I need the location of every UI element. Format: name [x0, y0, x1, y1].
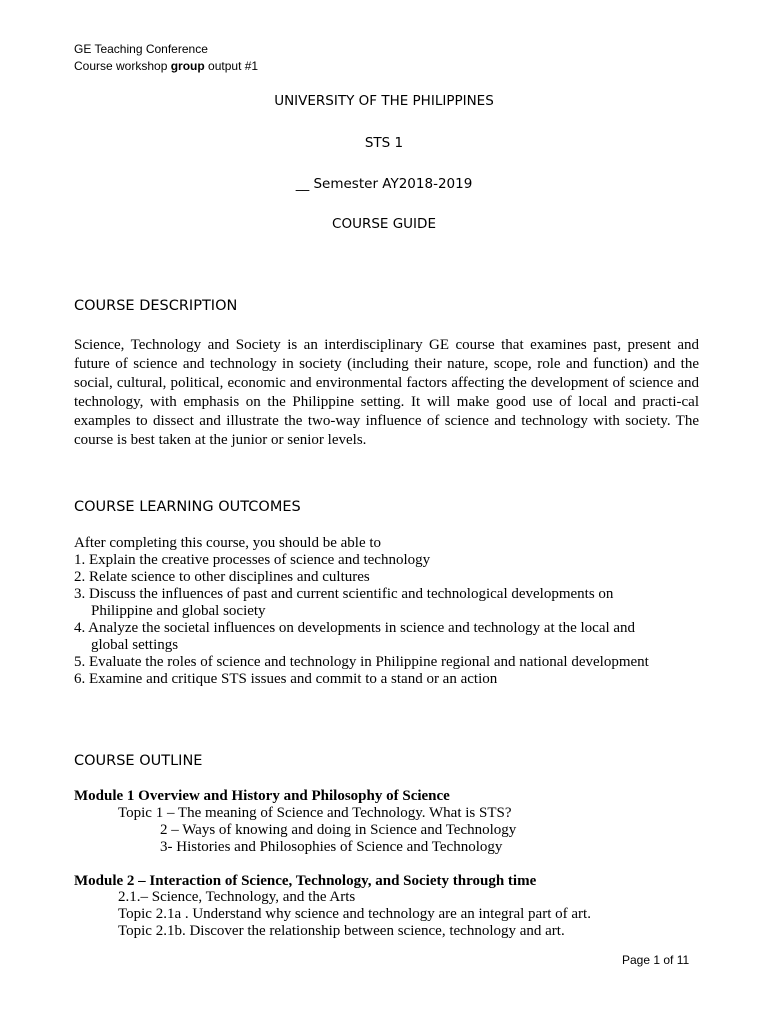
course-description-heading: COURSE DESCRIPTION [74, 298, 238, 314]
course-code: STS 1 [364, 135, 404, 151]
module-1-topic: 2 – Ways of knowing and doing in Science and Technology [160, 822, 517, 838]
university-title: UNIVERSITY OF THE PHILIPPINES [274, 93, 494, 109]
module-1-title: Module 1 Overview and History and Philosophy of Science [74, 788, 450, 804]
header-workshop [74, 59, 258, 74]
outcome-item: 2. Relate science to other disciplines and cultures [74, 569, 370, 585]
header-workshop-post: output #1 [204, 59, 259, 73]
module-2-title: Module 2 – Interaction of Science, Technology, and Society through time [74, 873, 537, 889]
header-conference: GE Teaching Conference [74, 42, 208, 56]
outcome-item: 3. Discuss the influences of past and current scientific and technological developments on [74, 586, 614, 602]
module-1-topic: 3- Histories and Philosophies of Science and Technology [160, 839, 503, 855]
document-type: COURSE GUIDE [332, 216, 436, 232]
module-2-topic: Topic 2.1a . Understand why science and technology are an integral part of art. [118, 906, 591, 922]
module-1-topic: Topic 1 – The meaning of Science and Technology. What is STS? [118, 805, 512, 821]
course-description-body: Science, Technology and Society is an interdisciplinary GE course that examines past, present and future of science and technology in society (including their nature, scope, role and function) and the social, cultural, political, economic and environmental factors affecting the development of science and technology, with emphasis on the Philippine setting. It will make good use of local and practi-cal examples to dissect and illustrate the two-way influence of science and technology with society. The course is best taken at the junior or senior levels. [74, 337, 699, 448]
semester: __ Semester AY2018-2019 [295, 176, 473, 192]
module-2-topic: Topic 2.1b. Discover the relationship between science, technology and art. [118, 923, 565, 939]
outcome-item: 6. Examine and critique STS issues and commit to a stand or an action [74, 671, 498, 687]
header-workshop-bold: group [170, 59, 205, 73]
outcome-item: 5. Evaluate the roles of science and technology in Philippine regional and national development [74, 654, 649, 670]
outcome-item: 1. Explain the creative processes of science and technology [74, 552, 431, 568]
learning-outcomes-heading: COURSE LEARNING OUTCOMES [74, 499, 301, 515]
header-workshop-pre: Course workshop [74, 59, 171, 73]
page-number: Page 1 of 11 [622, 953, 690, 967]
module-2-topic: 2.1.– Science, Technology, and the Arts [118, 889, 356, 905]
course-outline-heading: COURSE OUTLINE [74, 753, 203, 769]
outcome-item-continuation: Philippine and global society [91, 603, 266, 619]
outcome-item: 4. Analyze the societal influences on developments in science and technology at the local and [74, 620, 636, 636]
learning-outcomes-intro: After completing this course, you should be able to [74, 535, 382, 551]
outcome-item-continuation: global settings [91, 637, 179, 653]
